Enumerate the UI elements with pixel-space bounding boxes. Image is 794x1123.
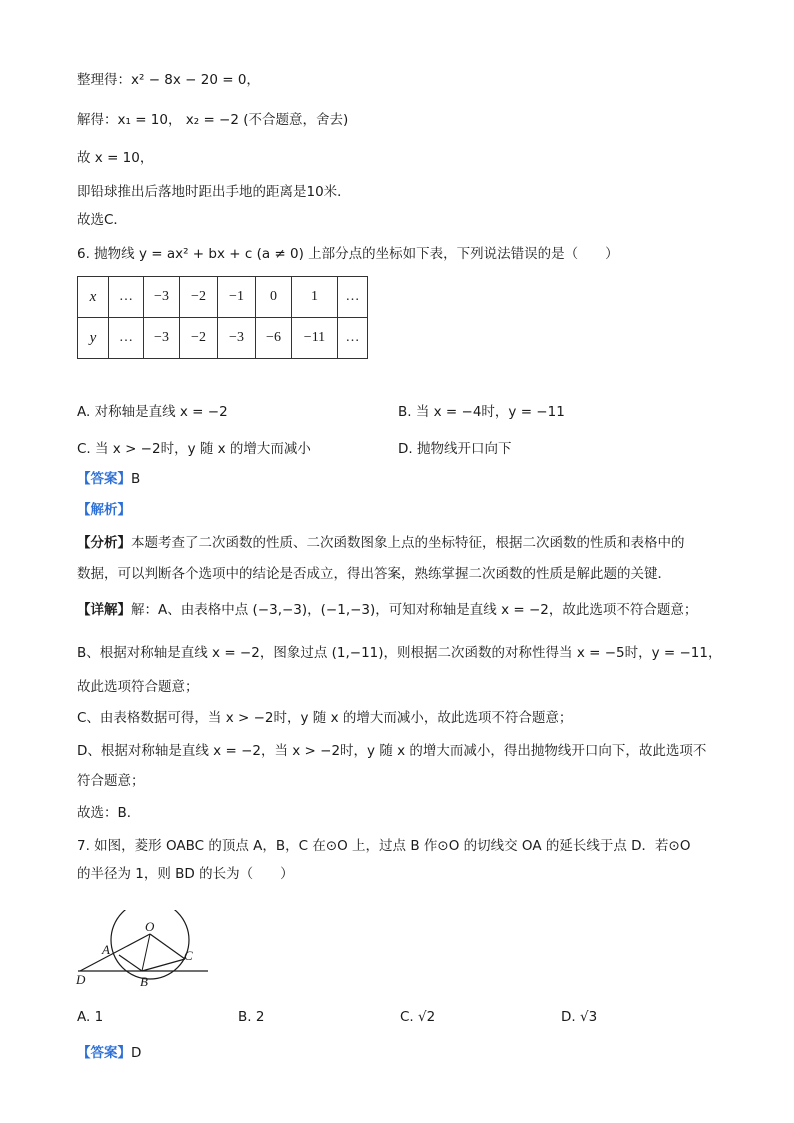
table-cell: … [338,277,368,318]
rhombus-circle-figure [70,910,220,990]
solution-x-line: 故 x = 10， [77,150,154,166]
answer-tag: 【答案】 [77,1045,131,1061]
q7-option-a: A. 1 [77,1009,104,1025]
xiangjie-tag: 【详解】 [77,602,131,618]
q6-option-d-analysis-1: D、根据对称轴是直线 x = −2，当 x > −2时，y 随 x 的增大而减小，得出抛物线开口向下，故此选项不 [77,743,707,759]
question-7-stem-2: 的半径为 1，则 BD 的长为（ ） [77,866,294,882]
coordinate-table [77,276,368,359]
table-cell: x [78,277,109,318]
table-cell: 1 [292,277,338,318]
q6-answer [77,469,140,489]
label-b: B [140,974,148,989]
table-cell: −3 [144,318,180,359]
q6-option-c: C. 当 x > −2时，y 随 x 的增大而减小 [77,441,311,457]
fenxi-tag: 【分析】 [77,535,131,551]
q7-answer [77,1043,141,1063]
analysis-tag: 【解析】 [77,502,131,518]
solution-distance-line: 即铅球推出后落地时距出手地的距离是10米． [77,184,351,200]
table-cell: −1 [218,277,256,318]
q6-conclusion: 故选：B． [77,805,141,821]
segment-bc [142,959,185,971]
question-7-stem-1: 7. 如图，菱形 OABC 的顶点 A，B，C 在⊙O 上，过点 B 作⊙O 的切线交 OA 的延长线于点 D．若⊙O [77,838,691,854]
label-d: D [76,972,86,987]
answer-value: B [131,471,141,487]
table-cell: y [78,318,109,359]
table-cell: −6 [256,318,292,359]
table-cell: … [109,277,144,318]
solution-choice-line: 故选C． [77,212,127,228]
q6-option-a: A. 对称轴是直线 x = −2 [77,404,228,420]
q6-xiangjie-line-a [77,600,697,620]
q6-fenxi-line-2: 数据，可以判断各个选项中的结论是否成立，得出答案，熟练掌握二次函数的性质是解此题的关键． [77,566,671,582]
label-a: A [102,942,110,957]
table-cell: 0 [256,277,292,318]
table-cell: −3 [144,277,180,318]
q6-option-b-analysis-1: B、根据对称轴是直线 x = −2，图象过点 (1,−11)，则根据二次函数的对称性得当 x = −5时，y = −11， [77,645,722,661]
segment-do [80,934,150,971]
segment-ab [119,955,142,971]
question-6-stem: 6. 抛物线 y = ax² + bx + c (a ≠ 0) 上部分点的坐标如下表，下列说法错误的是（ ） [77,246,619,262]
answer-tag: 【答案】 [77,471,131,487]
table-cell: −3 [218,318,256,359]
segment-oc [150,934,185,959]
q7-option-b: B. 2 [238,1009,265,1025]
q6-option-b-analysis-2: 故此选项符合题意； [77,679,199,695]
segment-ob [142,934,150,971]
label-c: C [184,948,193,963]
q6-option-b: B. 当 x = −4时，y = −11 [398,404,565,420]
table-cell: −2 [180,318,218,359]
q6-analysis-tag [77,500,131,520]
answer-value: D [131,1045,142,1061]
table-row-y [78,318,368,359]
q6-option-d: D. 抛物线开口向下 [398,441,512,457]
q7-option-c: C. √2 [400,1009,436,1025]
q6-option-d-analysis-2: 符合题意； [77,773,145,789]
q7-option-d: D. √3 [561,1009,598,1025]
label-o: O [145,919,155,934]
xiangjie-text: 解：A、由表格中点 (−3,−3)，(−1,−3)，可知对称轴是直线 x = −2，故此选项不符合题意； [131,602,698,618]
solution-roots-line: 解得：x₁ = 10， x₂ = −2 (不合题意，舍去) [77,112,349,128]
q6-fenxi-line-1 [77,533,685,553]
q6-option-c-analysis: C、由表格数据可得，当 x > −2时，y 随 x 的增大而减小，故此选项不符合题意； [77,710,573,726]
table-cell: … [109,318,144,359]
table-cell: … [338,318,368,359]
solution-equation-line: 整理得：x² − 8x − 20 = 0， [77,72,260,88]
table-cell: −2 [180,277,218,318]
table-cell: −11 [292,318,338,359]
table-row-x [78,277,368,318]
fenxi-text: 本题考查了二次函数的性质、二次函数图象上点的坐标特征，根据二次函数的性质和表格中的 [131,535,685,551]
